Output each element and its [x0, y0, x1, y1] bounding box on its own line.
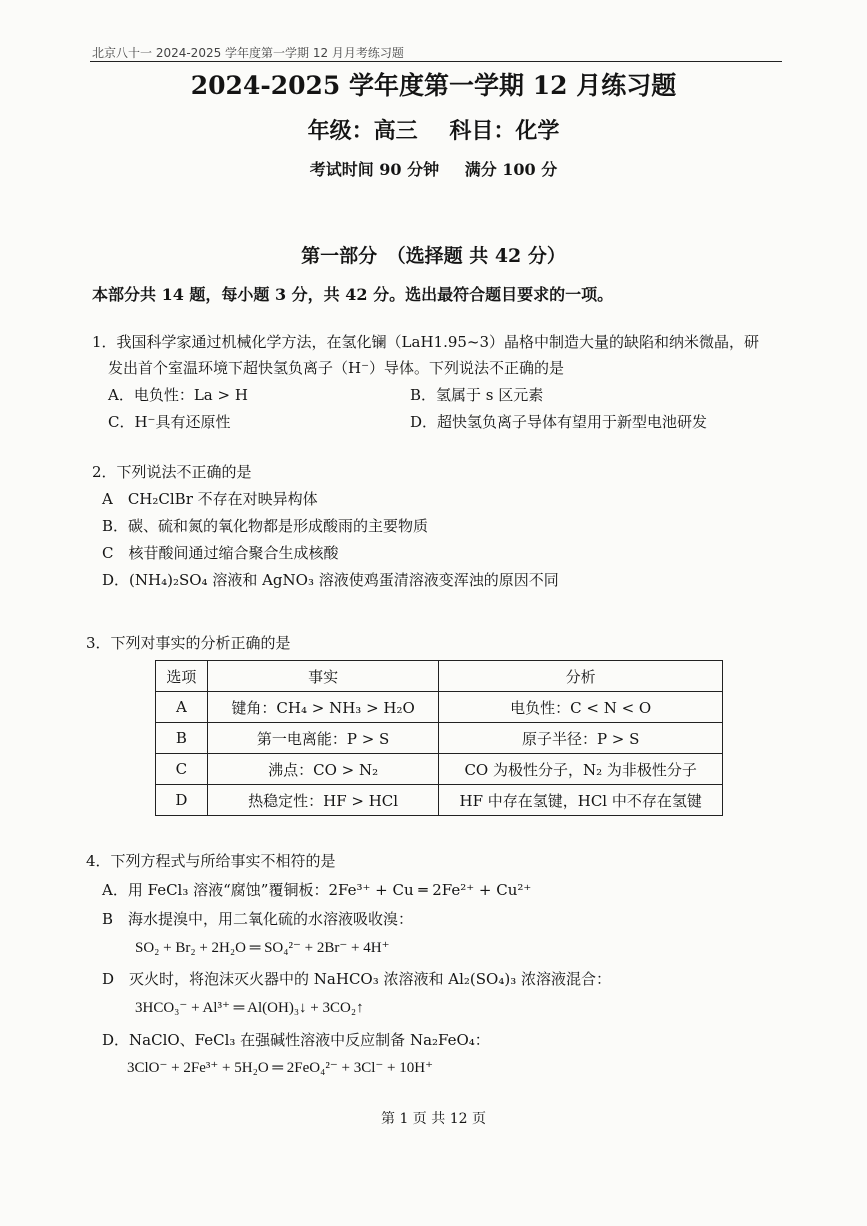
q4-option-d: D．NaClO、FeCl₃ 在强碱性溶液中反应制备 Na₂FeO₄： [102, 1031, 490, 1049]
table-cell: A [156, 692, 208, 723]
table-cell: 热稳定性：HF > HCl [207, 785, 439, 816]
table-cell: 电负性：C < N < O [439, 692, 723, 723]
q2-option-c: C 核苷酸间通过缩合聚合生成核酸 [102, 544, 339, 562]
table-cell: CO 为极性分子，N₂ 为非极性分子 [439, 754, 723, 785]
grade-subject [0, 114, 867, 145]
q4-option-c-equation: 3HCO₃⁻ + Al³⁺ ═ Al(OH)₃↓ + 3CO₂↑ [135, 1000, 364, 1016]
table-cell: C [156, 754, 208, 785]
q2-option-a: A CH₂ClBr 不存在对映异构体 [102, 490, 318, 508]
q1-option-a: A．电负性：La > H [108, 386, 248, 404]
q4-option-b: B 海水提溴中，用二氧化硫的水溶液吸收溴： [102, 910, 414, 928]
table-cell: 原子半径：P > S [439, 723, 723, 754]
table-cell: B [156, 723, 208, 754]
q4-option-c: D 灭火时，将泡沫灭火器中的 NaHCO₃ 浓溶液和 Al₂(SO₄)₃ 浓溶液混合： [102, 970, 611, 988]
subject-label: 科目：化学 [449, 118, 560, 144]
running-header: 北京八十一 2024-2025 学年度第一学期 12 月月考练习题 [92, 46, 404, 60]
page-footer: 第 1 页 共 12 页 [381, 1111, 486, 1127]
q1-option-d: D．超快氢负离子导体有望用于新型电池研发 [410, 413, 708, 431]
table-cell: 沸点：CO > N₂ [207, 754, 439, 785]
table-cell: D [156, 785, 208, 816]
q4-option-d-equation: 3ClO⁻ + 2Fe³⁺ + 5H₂O ═ 2FeO₄²⁻ + 3Cl⁻ + 10H⁺ [127, 1060, 434, 1076]
q2-option-b: B．碳、硫和氮的氧化物都是形成酸雨的主要物质 [102, 517, 429, 535]
table-cell: 第一电离能：P > S [207, 723, 439, 754]
q1-option-b: B．氢属于 s 区元素 [410, 386, 544, 404]
part-instruction: 本部分共 14 题，每小题 3 分，共 42 分。选出最符合题目要求的一项。 [92, 285, 614, 304]
table-cell: HF 中存在氢键，HCl 中不存在氢键 [439, 785, 723, 816]
table-row [156, 754, 723, 785]
q1-stem-line2: 发出首个室温环境下超快氢负离子（H⁻）导体。下列说法不正确的是 [108, 359, 565, 377]
exam-info [0, 157, 867, 180]
q2-option-d: D．(NH₄)₂SO₄ 溶液和 AgNO₃ 溶液使鸡蛋清溶液变浑浊的原因不同 [102, 571, 559, 589]
q4-option-a: A．用 FeCl₃ 溶液“腐蚀”覆铜板：2Fe³⁺ + Cu ═ 2Fe²⁺ + Cu²⁺ [102, 881, 532, 899]
q4-stem: 4．下列方程式与所给事实不相符的是 [86, 852, 336, 870]
q4-option-b-equation: SO₂ + Br₂ + 2H₂O ═ SO₄²⁻ + 2Br⁻ + 4H⁺ [135, 940, 390, 956]
grade-label: 年级：高三 [307, 118, 418, 144]
q1-option-c: C．H⁻具有还原性 [108, 413, 231, 431]
table-row [156, 692, 723, 723]
page-title: 2024-2025 学年度第一学期 12 月练习题 [190, 71, 677, 100]
part-heading: 第一部分 （选择题 共 42 分） [301, 245, 566, 267]
table-row [156, 723, 723, 754]
q3-stem: 3．下列对事实的分析正确的是 [86, 634, 291, 652]
table-row [156, 785, 723, 816]
exam-score: 满分 100 分 [464, 160, 558, 179]
q3-table [155, 660, 723, 816]
table-header: 选项 [156, 661, 208, 692]
table-cell: 键角：CH₄ > NH₃ > H₂O [207, 692, 439, 723]
table-header: 事实 [207, 661, 439, 692]
header-rule [90, 61, 782, 62]
table-header-row [156, 661, 723, 692]
table-header: 分析 [439, 661, 723, 692]
q1-stem-line1: 1．我国科学家通过机械化学方法，在氢化镧（LaH1.95~3）晶格中制造大量的缺陷和纳米微晶，研 [92, 333, 760, 351]
q2-stem: 2．下列说法不正确的是 [92, 463, 252, 481]
exam-time: 考试时间 90 分钟 [309, 160, 440, 179]
